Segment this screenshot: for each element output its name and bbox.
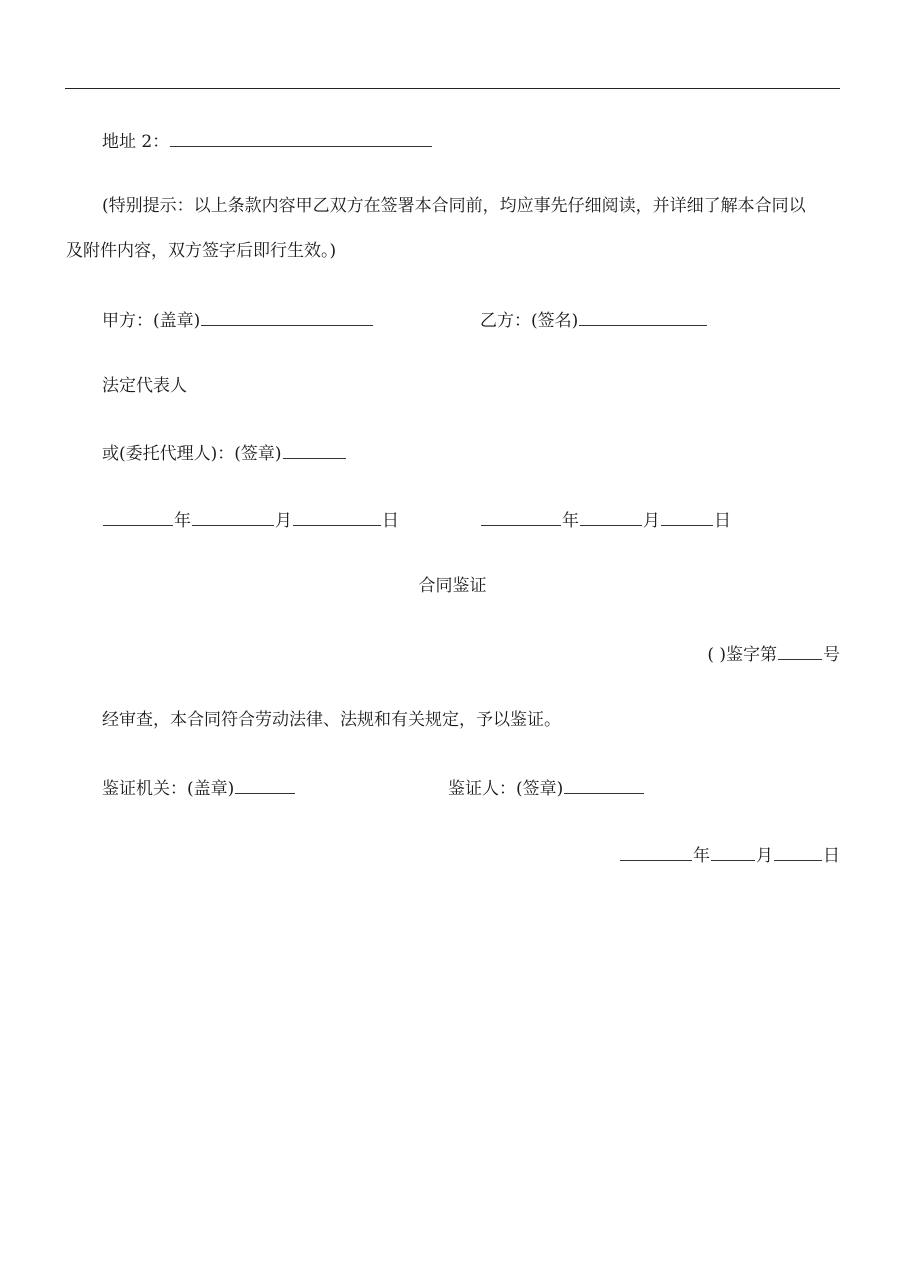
address2-line [102,129,433,153]
party-b-label: 乙方：(签名) [480,311,579,331]
verification-month-blank[interactable] [711,843,755,861]
verification-title: 合同鉴证 [418,576,487,596]
date-a-day: 日 [382,511,399,531]
verification-number-blank[interactable] [778,642,822,660]
date-b-year-blank[interactable] [481,508,561,526]
notice-line-1: (特别提示：以上条款内容甲乙双方在签署本合同前，均应事先仔细阅读，并详细了解本合同以 [102,196,806,216]
date-b-day: 日 [714,511,731,531]
date-a-year: 年 [174,511,191,531]
party-a-blank[interactable] [201,308,373,326]
verification-statement: 经审查，本合同符合劳动法律、法规和有关规定，予以鉴证。 [102,710,561,730]
legal-rep-label: 法定代表人 [102,376,187,396]
party-a-line [102,308,374,332]
date-b-year: 年 [562,511,579,531]
verification-day: 日 [823,846,840,866]
date-a-line [102,508,399,532]
party-b-line [480,308,708,332]
date-a-year-blank[interactable] [103,508,173,526]
verification-day-blank[interactable] [774,843,822,861]
date-a-day-blank[interactable] [293,508,381,526]
verification-number-line [707,642,840,666]
agent-line [102,441,347,465]
agent-label: 或(委托代理人)：(签章) [102,444,282,464]
header-rule [65,88,840,89]
verification-date-line [619,843,840,867]
verifier-blank[interactable] [564,776,644,794]
party-a-label: 甲方：(盖章) [102,311,201,331]
verification-month: 月 [756,846,773,866]
date-b-line [480,508,731,532]
agent-blank[interactable] [283,441,346,459]
verifier-label: 鉴证人：(签章) [448,779,564,799]
date-a-month: 月 [275,511,292,531]
date-b-day-blank[interactable] [661,508,713,526]
verification-authority-label: 鉴证机关：(盖章) [102,779,235,799]
verification-year: 年 [693,846,710,866]
verification-authority-blank[interactable] [235,776,295,794]
verification-number-prefix: ( )鉴字第 [707,645,777,665]
address2-blank[interactable] [170,129,432,147]
verification-year-blank[interactable] [620,843,692,861]
date-b-month: 月 [643,511,660,531]
date-a-month-blank[interactable] [192,508,274,526]
verifier-line [448,776,645,800]
party-b-blank[interactable] [579,308,707,326]
address2-label: 地址 2： [102,132,170,152]
verification-number-suffix: 号 [823,645,840,665]
verification-authority-line [102,776,296,800]
notice-line-2: 及附件内容，双方签字后即行生效。) [66,241,337,261]
date-b-month-blank[interactable] [580,508,642,526]
